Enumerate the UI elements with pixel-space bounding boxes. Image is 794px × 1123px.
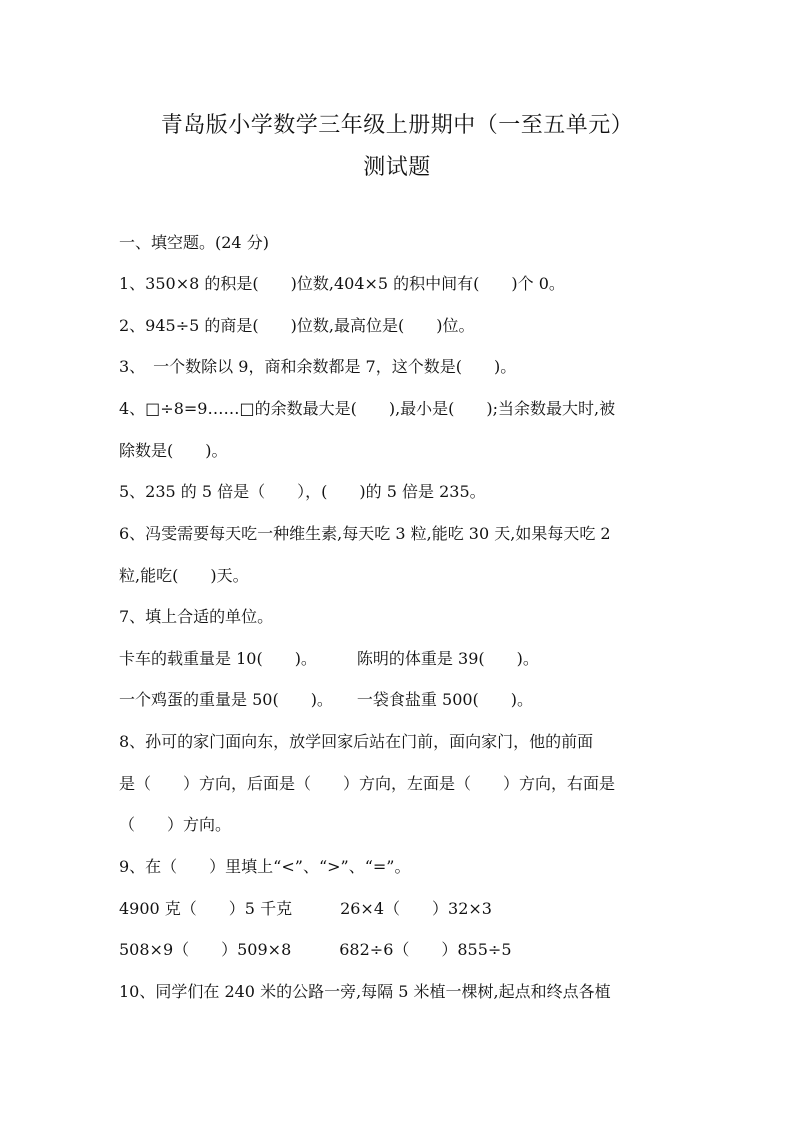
- question-8: 8、孙可的家门面向东，放学回家后站在门前，面向家门，他的前面: [119, 732, 594, 751]
- question-6-continued: 粒,能吃( )天。: [119, 566, 249, 585]
- question-4-continued: 除数是( )。: [119, 441, 228, 460]
- worksheet-subtitle: 测试题: [363, 155, 431, 180]
- worksheet-title: 青岛版小学数学三年级上册期中（一至五单元）: [160, 113, 634, 138]
- question-5: 5、235 的 5 倍是（ ），( )的 5 倍是 235。: [119, 482, 486, 501]
- question-9: 9、在（ ）里填上“<”、“>”、“=”。: [119, 857, 411, 876]
- question-8-end: （ ）方向。: [119, 815, 232, 834]
- question-10: 10、同学们在 240 米的公路一旁,每隔 5 米植一棵树,起点和终点各植: [119, 982, 611, 1001]
- question-9-row-2: 508×9（ ）509×8 682÷6（ ）855÷5: [119, 940, 512, 959]
- question-7-row-2: 一个鸡蛋的重量是 50( )。 一袋食盐重 500( )。: [119, 690, 534, 709]
- section-heading: 一、填空题。(24 分): [119, 233, 269, 252]
- question-8-continued: 是（ ）方向，后面是（ ）方向，左面是（ ）方向，右面是: [119, 774, 616, 793]
- question-6: 6、冯雯需要每天吃一种维生素,每天吃 3 粒,能吃 30 天,如果每天吃 2: [119, 524, 611, 543]
- question-7: 7、填上合适的单位。: [119, 607, 274, 626]
- question-2: 2、945÷5 的商是( )位数,最高位是( )位。: [119, 316, 475, 335]
- question-7-row-1: 卡车的载重量是 10( )。 陈明的体重是 39( )。: [119, 649, 539, 668]
- question-4: 4、□÷8=9……□的余数最大是( ),最小是( );当余数最大时,被: [119, 399, 616, 418]
- question-3: 3、 一个数除以 9，商和余数都是 7，这个数是( )。: [119, 357, 517, 376]
- question-1: 1、350×8 的积是( )位数,404×5 的积中间有( )个 0。: [119, 274, 565, 293]
- question-9-row-1: 4900 克（ ）5 千克 26×4（ ）32×3: [119, 899, 492, 918]
